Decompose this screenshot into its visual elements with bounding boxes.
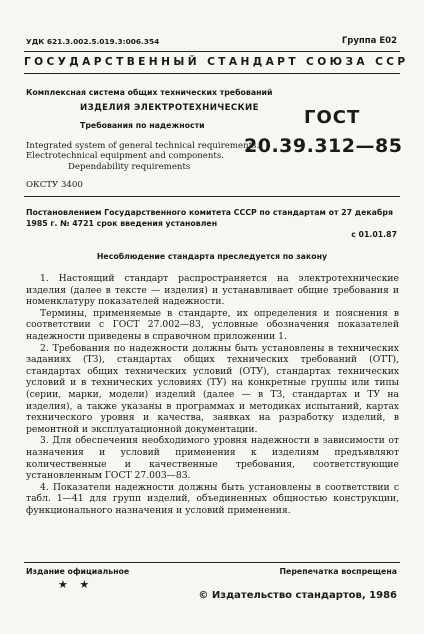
- reprint-notice: Перепечатка воспрещена: [279, 567, 397, 576]
- paragraph: 4. Показатели надежности должны быть установлены в соответствии с табл. 1—41 для групп изделий, объединенных общностью конструкции, функционального назначения и условий применения.: [26, 481, 399, 516]
- paragraph: 2. Требования по надежности должны быть установлены в технических заданиях (ТЗ), стандартах общих технических требований (ОТТ), стандартах общих технических условий (ОТУ), стандартах технических условий и в технических условиях (ТУ) на конкретные группы или типы (серии, марки, модели) изделий (далее — в ТЗ, стандартах и ТУ на изделия), а также указаны в программах и методиках испытаний, картах технического уровня и качества, заявках на разработку изделий, в ремонтной и эксплуатационной документации.: [26, 342, 399, 435]
- stars-mark: ★ ★: [58, 578, 94, 591]
- english-title: [26, 141, 259, 172]
- group-code: Группа Е02: [341, 36, 397, 46]
- udk-code: УДК 621.3.002.5.019.3:006.354: [26, 37, 160, 46]
- section-rule: [24, 196, 400, 197]
- paragraph: 1. Настоящий стандарт распространяется на электротехнические изделия (далее в тексте — изделия) и устанавливает общие требования и номенклатуру показателей надежности.: [26, 273, 399, 308]
- copyright: © Издательство стандартов, 1986: [198, 590, 397, 601]
- paragraph: 3. Для обеспечения необходимого уровня надежности в зависимости от назначения и условий применения к изделиям предъявляют количественные и качественные требования, соответствующие установленным ГОСТ 27.003—83.: [26, 435, 399, 482]
- standard-banner: ГОСУДАРСТВЕННЫЙ СТАНДАРТ СОЮЗА ССР: [24, 56, 409, 68]
- gost-number: 20.39.312—85: [244, 135, 403, 157]
- effective-date: с 01.01.87: [351, 230, 397, 239]
- subtitle: Требования по надежности: [80, 121, 205, 130]
- english-title-line: Dependability requirements: [68, 161, 191, 172]
- gost-label: ГОСТ: [304, 107, 361, 128]
- top-rule-upper: [24, 51, 400, 52]
- product-title: ИЗДЕЛИЯ ЭЛЕКТРОТЕХНИЧЕСКИЕ: [80, 103, 259, 113]
- official-edition: Издание официальное: [26, 567, 130, 576]
- okstu-code: ОКСТУ 3400: [26, 180, 83, 190]
- english-title-line: Electrotechnical equipment and components.: [26, 151, 225, 162]
- paragraph: Термины, применяемые в стандарте, их определения и пояснения в соответствии с ГОСТ 27.002—83, условные обозначения показателей надежности приведены в справочном приложении 1.: [26, 307, 399, 342]
- violation-notice: Несоблюдение стандарта преследуется по закону: [96, 252, 328, 261]
- top-rule-lower: [24, 73, 400, 74]
- decree-text: Постановлением Государственного комитета СССР по стандартам от 27 декабря 1985 г. № 4721 срок введения установлен: [26, 208, 393, 228]
- footer-rule: [24, 562, 400, 563]
- english-title-line: Integrated system of general technical requirements.: [26, 141, 260, 151]
- series-title: Комплексная система общих технических требований: [26, 88, 273, 97]
- body-text: [26, 273, 399, 516]
